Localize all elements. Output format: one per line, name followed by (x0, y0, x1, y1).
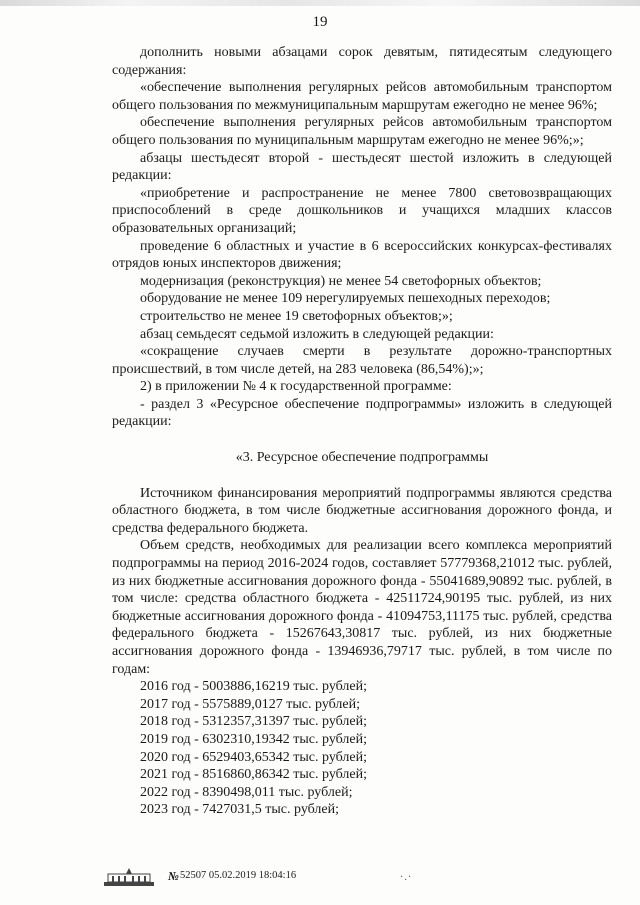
document-body (112, 44, 612, 819)
list-item: 2021 год - 8516860,86342 тыс. рублей; (140, 767, 368, 783)
list-item: 2023 год - 7427031,5 тыс. рублей; (140, 802, 340, 818)
paragraph: модернизация (реконструкция) не менее 54 светофорных объектов; (140, 273, 542, 289)
page-number: 19 (312, 14, 328, 30)
building-logo-icon (100, 866, 158, 888)
funding-by-year-list (112, 678, 612, 819)
paragraph: дополнить новыми абзацами сорок девятым, пятидесятым следующего содержания: (112, 45, 612, 78)
paragraph: строительство не менее 19 светофорных объектов;»; (140, 308, 453, 324)
number-sign: № (168, 869, 179, 883)
paragraph: проведение 6 областных и участие в 6 всероссийских конкурсах-фестивалях отрядов юных инспекторов движения; (112, 238, 612, 272)
list-item: 2020 год - 6529403,65342 тыс. рублей; (140, 749, 368, 765)
paragraph: «сокращение случаев смерти в результате дорожно-транспортных происшествий, в том числе детей, на 283 человека (86,54%);»; (112, 344, 612, 377)
list-item: 2019 год - 6302310,19342 тыс. рублей; (140, 731, 368, 747)
list-item: 2018 год - 5312357,31397 тыс. рублей; (140, 714, 368, 730)
paragraph: абзац семьдесят седьмой изложить в следующей редакции: (140, 326, 494, 342)
paragraph: Объем средств, необходимых для реализации всего комплекса мероприятий подпрограммы на период 2016-2024 годов, составляет 57779368,21012 тыс. рублей, из них бюджетные ассигнования дорожного фонда - 55041689,90892 тыс. рублей, в том числе: средства областного бюджета - 42511724,90195 тыс. рублей, из них бюджетные ассигнования дорожного фонда - 41094753,11175 тыс. рублей, средства федерального бюджета - 15267643,30817 тыс. рублей, из них бюджетные ассигнования дорожного фонда - 13946936,79717 тыс. рублей, в том числе по годам: (112, 538, 612, 677)
paragraph: «приобретение и распространение не менее 7800 световозвращающих приспособлений в среде дошкольников и учащихся младших классов образовательных организаций; (112, 185, 612, 236)
document-stamp: 52507 05.02.2019 18:04:16 (180, 870, 297, 881)
paragraph: - раздел 3 «Ресурсное обеспечение подпрограммы» изложить в следующей редакции: (112, 396, 612, 430)
list-item: 2022 год - 8390498,011 тыс. рублей; (140, 784, 353, 800)
paragraph: Источником финансирования мероприятий подпрограммы являются средства областного бюджета, в том числе бюджетные ассигнования дорожного фонда, и средства федерального бюджета. (112, 485, 612, 536)
paragraph: оборудование не менее 109 нерегулируемых пешеходных переходов; (140, 291, 551, 307)
paragraph: обеспечение выполнения регулярных рейсов автомобильным транспортом общего пользования по муниципальным маршрутам ежегодно не менее 96%;»; (112, 115, 612, 148)
scan-edge (0, 0, 640, 6)
paragraph: абзацы шестьдесят второй - шестьдесят шестой изложить в следующей редакции: (112, 150, 612, 184)
list-item: 2017 год - 5575889,0127 тыс. рублей; (140, 696, 361, 712)
section-heading: «3. Ресурсное обеспечение подпрограммы (235, 450, 489, 466)
scan-artifact: ·.· (400, 872, 413, 883)
paragraph: 2) в приложении № 4 к государственной программе: (140, 379, 452, 395)
paragraph: «обеспечение выполнения регулярных рейсов автомобильным транспортом общего пользования по межмуниципальным маршрутам ежегодно не менее 96%; (112, 80, 612, 113)
document-footer (100, 866, 520, 888)
list-item: 2016 год - 5003886,16219 тыс. рублей; (140, 679, 368, 695)
